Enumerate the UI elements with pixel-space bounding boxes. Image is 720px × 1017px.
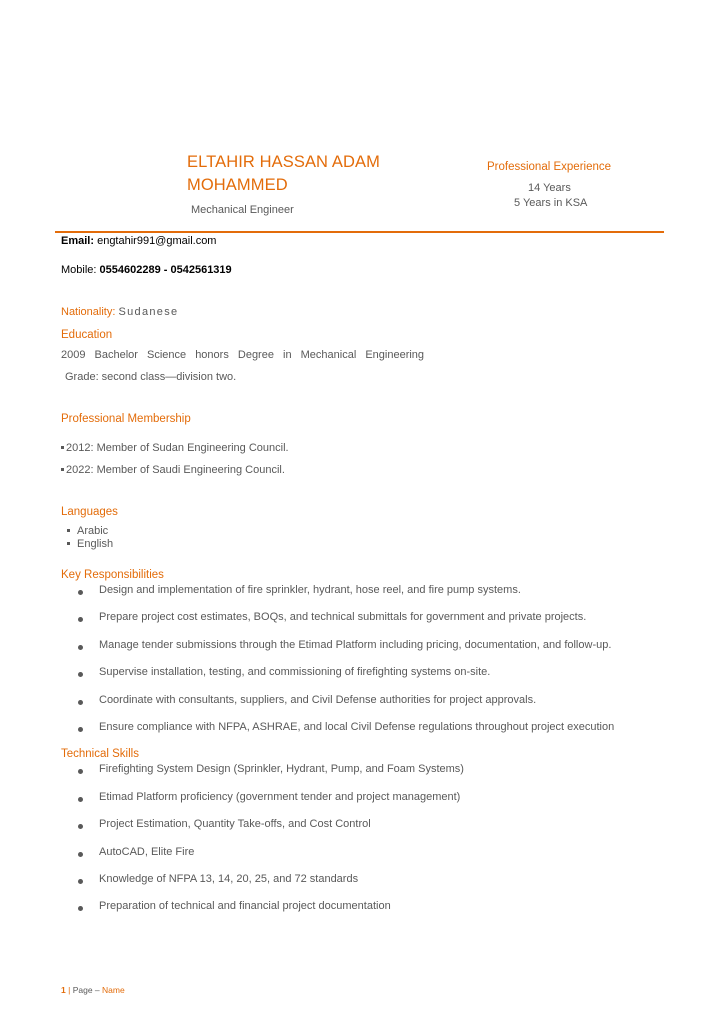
nationality-value: Sudanese bbox=[118, 306, 179, 318]
square-bullet-icon bbox=[61, 446, 64, 449]
membership-heading: Professional Membership bbox=[61, 413, 191, 425]
skill-item: AutoCAD, Elite Fire bbox=[99, 846, 195, 858]
skill-item: Preparation of technical and financial project documentation bbox=[99, 900, 391, 912]
mobile-label: Mobile: bbox=[61, 264, 97, 276]
nationality-line bbox=[61, 306, 178, 318]
bullet-icon bbox=[78, 769, 83, 774]
bullet-icon bbox=[78, 824, 83, 829]
square-bullet-icon bbox=[67, 542, 70, 545]
candidate-name-line1: ELTAHIR HASSAN ADAM bbox=[187, 153, 380, 171]
skills-heading: Technical Skills bbox=[61, 748, 139, 760]
bullet-icon bbox=[78, 879, 83, 884]
responsibility-item: Supervise installation, testing, and commissioning of firefighting systems on-site. bbox=[99, 666, 491, 678]
skill-item: Firefighting System Design (Sprinkler, Hydrant, Pump, and Foam Systems) bbox=[99, 763, 464, 775]
mobile-line bbox=[61, 264, 232, 276]
education-heading: Education bbox=[61, 329, 113, 341]
skill-item: Etimad Platform proficiency (government tender and project management) bbox=[99, 791, 461, 803]
experience-ksa: 5 Years in KSA bbox=[514, 197, 588, 209]
header-divider bbox=[55, 231, 664, 233]
square-bullet-icon bbox=[67, 529, 70, 532]
experience-years: 14 Years bbox=[528, 182, 571, 194]
square-bullet-icon bbox=[61, 468, 64, 471]
bullet-icon bbox=[78, 645, 83, 650]
skill-item: Project Estimation, Quantity Take-offs, and Cost Control bbox=[99, 818, 371, 830]
responsibility-item: Design and implementation of fire sprinkler, hydrant, hose reel, and fire pump systems. bbox=[99, 584, 521, 596]
responsibility-item: Coordinate with consultants, suppliers, and Civil Defense authorities for project approvals. bbox=[99, 694, 537, 706]
email-line bbox=[61, 235, 216, 247]
footer-separator: | bbox=[68, 985, 71, 995]
bullet-icon bbox=[78, 672, 83, 677]
responsibility-item: Ensure compliance with NFPA, ASHRAE, and local Civil Defense regulations throughout project execution bbox=[99, 721, 615, 733]
languages-heading: Languages bbox=[61, 506, 118, 518]
email-value[interactable]: engtahir991@gmail.com bbox=[97, 235, 217, 247]
bullet-icon bbox=[78, 852, 83, 857]
candidate-name-line2: MOHAMMED bbox=[187, 176, 288, 194]
education-degree: 2009 Bachelor Science honors Degree in Mechanical Engineering bbox=[61, 349, 425, 361]
responsibilities-heading: Key Responsibilities bbox=[61, 569, 164, 581]
bullet-icon bbox=[78, 590, 83, 595]
nationality-label: Nationality: bbox=[61, 306, 116, 318]
bullet-icon bbox=[78, 906, 83, 911]
job-title: Mechanical Engineer bbox=[191, 204, 294, 216]
membership-item: 2022: Member of Saudi Engineering Council. bbox=[61, 464, 285, 476]
language-item: Arabic bbox=[67, 525, 108, 537]
bullet-icon bbox=[78, 797, 83, 802]
experience-heading: Professional Experience bbox=[487, 161, 612, 173]
responsibility-item: Manage tender submissions through the Etimad Platform including pricing, documentation, and follow-up. bbox=[99, 639, 612, 651]
bullet-icon bbox=[78, 617, 83, 622]
page-number: 1 bbox=[61, 985, 66, 995]
footer-name: Name bbox=[102, 985, 125, 995]
email-label: Email: bbox=[61, 235, 95, 247]
membership-item: 2012: Member of Sudan Engineering Council. bbox=[61, 442, 289, 454]
skill-item: Knowledge of NFPA 13, 14, 20, 25, and 72 standards bbox=[99, 873, 359, 885]
page-footer bbox=[61, 985, 125, 995]
bullet-icon bbox=[78, 727, 83, 732]
language-item: English bbox=[67, 538, 113, 550]
bullet-icon bbox=[78, 700, 83, 705]
mobile-value: 0554602289 - 0542561319 bbox=[99, 264, 232, 276]
education-grade: Grade: second class—division two. bbox=[65, 371, 237, 383]
responsibility-item: Prepare project cost estimates, BOQs, and technical submittals for government and private projects. bbox=[99, 611, 587, 623]
page-label: Page – bbox=[72, 985, 100, 995]
